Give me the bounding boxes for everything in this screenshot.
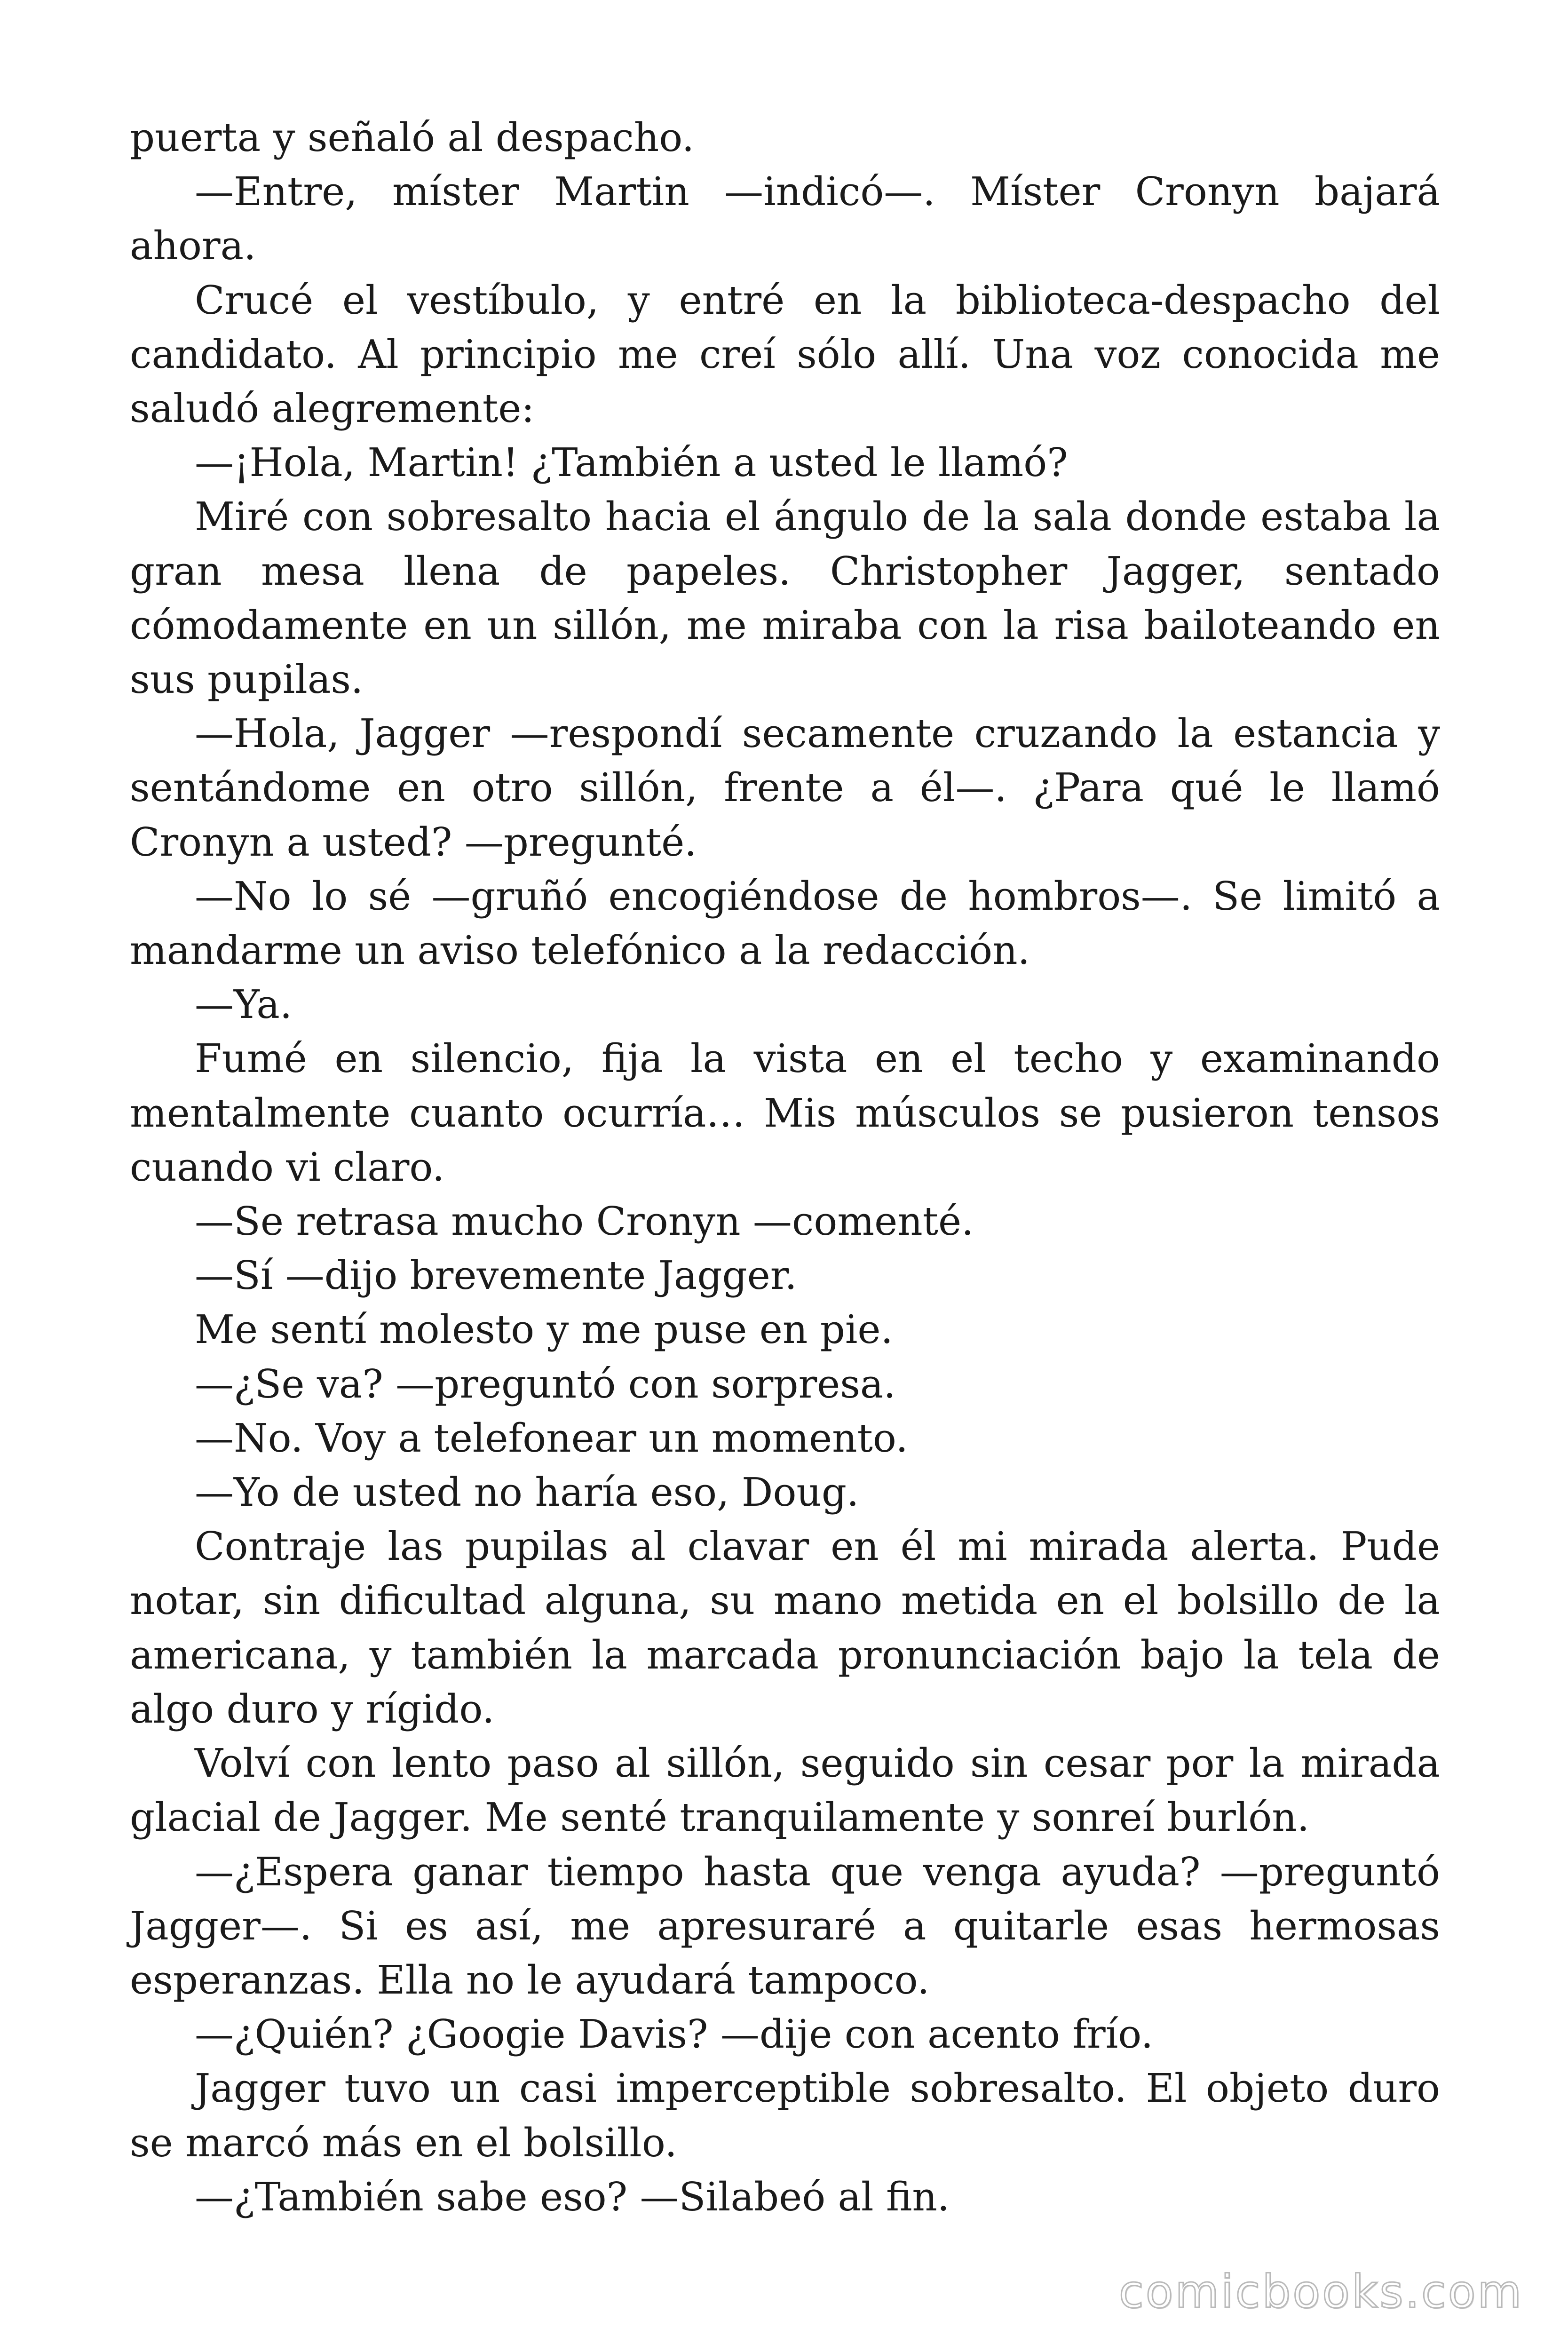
paragraph: —Yo de usted no haría eso, Doug. — [195, 1470, 859, 1516]
paragraph: Me sentí molesto y me puse en pie. — [195, 1307, 893, 1353]
paragraph: Contraje las pupilas al clavar en él mi mirada alerta. Pude notar, sin dificultad alguna, su mano metida en el bolsillo de la americana, y también la marcada pronunciación bajo la tela de algo duro y rígido. — [130, 1524, 1440, 1732]
paragraph: Fumé en silencio, fija la vista en el techo y examinando mentalmente cuanto ocurría… Mis músculos se pusieron tensos cuando vi claro. — [130, 1036, 1440, 1190]
book-page-text — [130, 111, 1440, 2224]
paragraph: Jagger tuvo un casi imperceptible sobresalto. El objeto duro se marcó más en el bolsillo. — [130, 2066, 1440, 2166]
paragraph: —Ya. — [195, 982, 293, 1028]
paragraph: —¿Se va? —preguntó con sorpresa. — [195, 1361, 896, 1407]
paragraph: puerta y señaló al despacho. — [130, 115, 695, 160]
paragraph: —Sí —dijo brevemente Jagger. — [195, 1253, 797, 1299]
paragraph: —¿Espera ganar tiempo hasta que venga ayuda? —preguntó Jagger—. Si es así, me apresuraré a quitarle esas hermosas esperanzas. Ella no le ayudará tampoco. — [130, 1849, 1440, 2003]
paragraph: Crucé el vestíbulo, y entré en la biblioteca-despacho del candidato. Al principio me creí sólo allí. Una voz conocida me saludó alegremente: — [130, 277, 1440, 432]
paragraph: —No lo sé —gruñó encogiéndose de hombros—. Se limitó a mandarme un aviso telefónico a la redacción. — [130, 873, 1440, 974]
watermark-text: comicbooks.com — [1118, 2265, 1523, 2318]
paragraph: Miré con sobresalto hacia el ángulo de la sala donde estaba la gran mesa llena de papeles. Christopher Jagger, sentado cómodamente en un sillón, me miraba con la risa bailoteando en sus pupilas. — [130, 494, 1440, 703]
paragraph: —Hola, Jagger —respondí secamente cruzando la estancia y sentándome en otro sillón, frente a él—. ¿Para qué le llamó Cronyn a usted? —pregunté. — [130, 711, 1440, 865]
paragraph: —¿También sabe eso? —Silabeó al fin. — [195, 2174, 950, 2220]
paragraph: —No. Voy a telefonear un momento. — [195, 1415, 908, 1461]
paragraph: —¡Hola, Martin! ¿También a usted le llamó? — [195, 440, 1068, 486]
paragraph: —¿Quién? ¿Googie Davis? —dije con acento frío. — [195, 2011, 1154, 2058]
paragraph: —Se retrasa mucho Cronyn —comenté. — [195, 1199, 974, 1245]
paragraph: Volví con lento paso al sillón, seguido sin cesar por la mirada glacial de Jagger. Me senté tranquilamente y sonreí burlón. — [130, 1740, 1440, 1841]
paragraph: —Entre, míster Martin —indicó—. Míster Cronyn bajará ahora. — [130, 169, 1440, 269]
